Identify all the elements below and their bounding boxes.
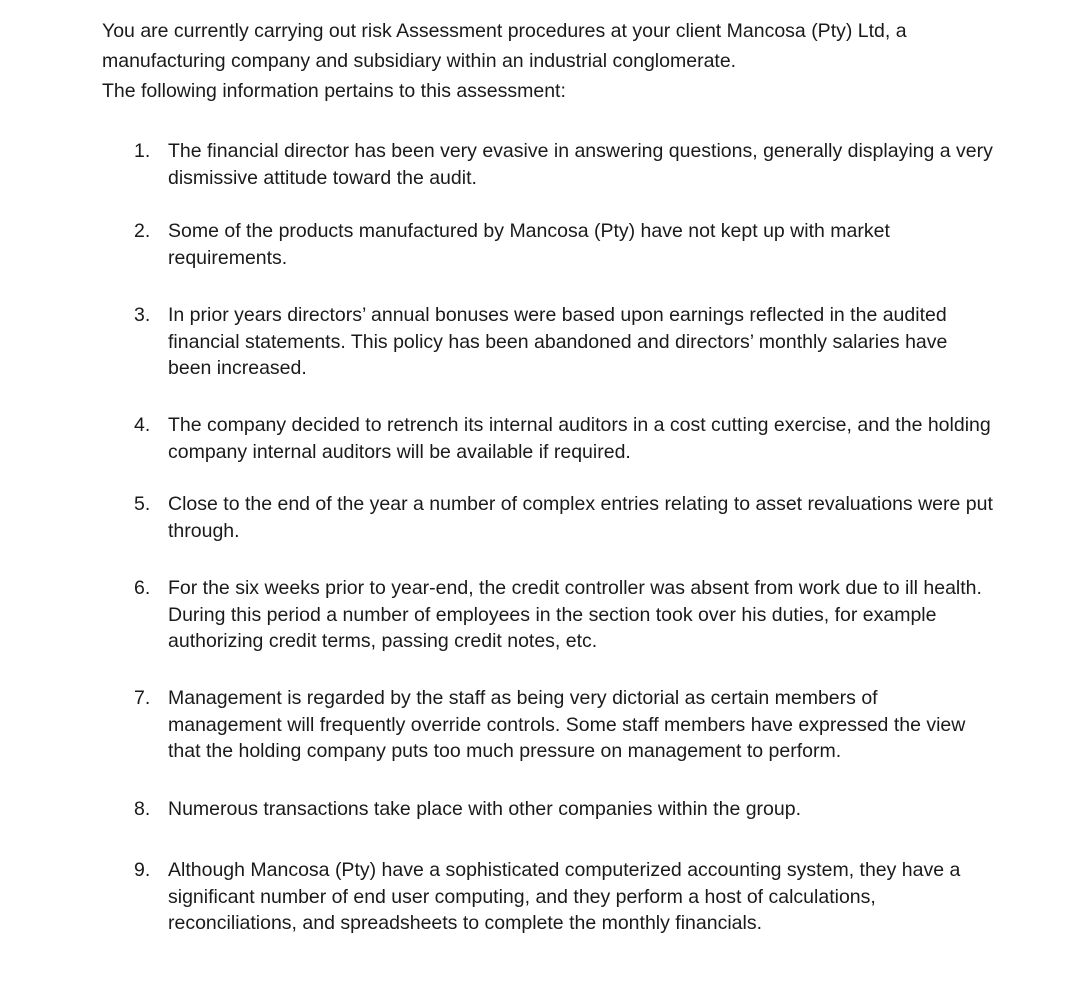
list-item-text: Numerous transactions take place with other companies within the group. xyxy=(168,798,801,820)
list-item-number: 2. xyxy=(134,220,151,242)
list-item-text: In prior years directors’ annual bonuses were based upon earnings reflected in the audited financial statements. This policy has been abandoned and directors’ monthly salaries have been increased. xyxy=(168,304,948,379)
list-item-text: Some of the products manufactured by Mancosa (Pty) have not kept up with market requirements. xyxy=(168,220,890,269)
list-item-number: 6. xyxy=(134,577,151,599)
list-item-number: 7. xyxy=(134,687,151,709)
list-item-text: Close to the end of the year a number of complex entries relating to asset revaluations were put through. xyxy=(168,493,993,542)
list-item-number: 4. xyxy=(134,414,151,436)
intro-paragraph xyxy=(102,16,982,106)
list-item-number: 8. xyxy=(134,798,151,820)
intro-lead-in: The following information pertains to this assessment: xyxy=(102,80,566,102)
list-item-number: 1. xyxy=(134,140,151,162)
list-item-text: Although Mancosa (Pty) have a sophisticated computerized accounting system, they have a significant number of end user computing, and they perform a host of calculations, reconciliations, and spreadsheets to complete the monthly financials. xyxy=(168,859,961,934)
list-item-number: 5. xyxy=(134,493,151,515)
list-item-text: For the six weeks prior to year-end, the credit controller was absent from work due to ill health. During this period a number of employees in the section took over his duties, for example authorizing credit terms, passing credit notes, etc. xyxy=(168,577,982,652)
list-item-number: 9. xyxy=(134,859,151,881)
list-item-text: The company decided to retrench its internal auditors in a cost cutting exercise, and the holding company internal auditors will be available if required. xyxy=(168,414,991,463)
list-item-text: Management is regarded by the staff as being very dictorial as certain members of management will frequently override controls. Some staff members have expressed the view that the holding company puts too much pressure on management to perform. xyxy=(168,687,966,762)
list-item-text: The financial director has been very evasive in answering questions, generally displaying a very dismissive attitude toward the audit. xyxy=(168,140,993,189)
list-item-number: 3. xyxy=(134,304,151,326)
intro-text: You are currently carrying out risk Assessment procedures at your client Mancosa (Pty) Ltd, a manufacturing company and subsidiary within an industrial conglomerate. xyxy=(102,20,907,72)
